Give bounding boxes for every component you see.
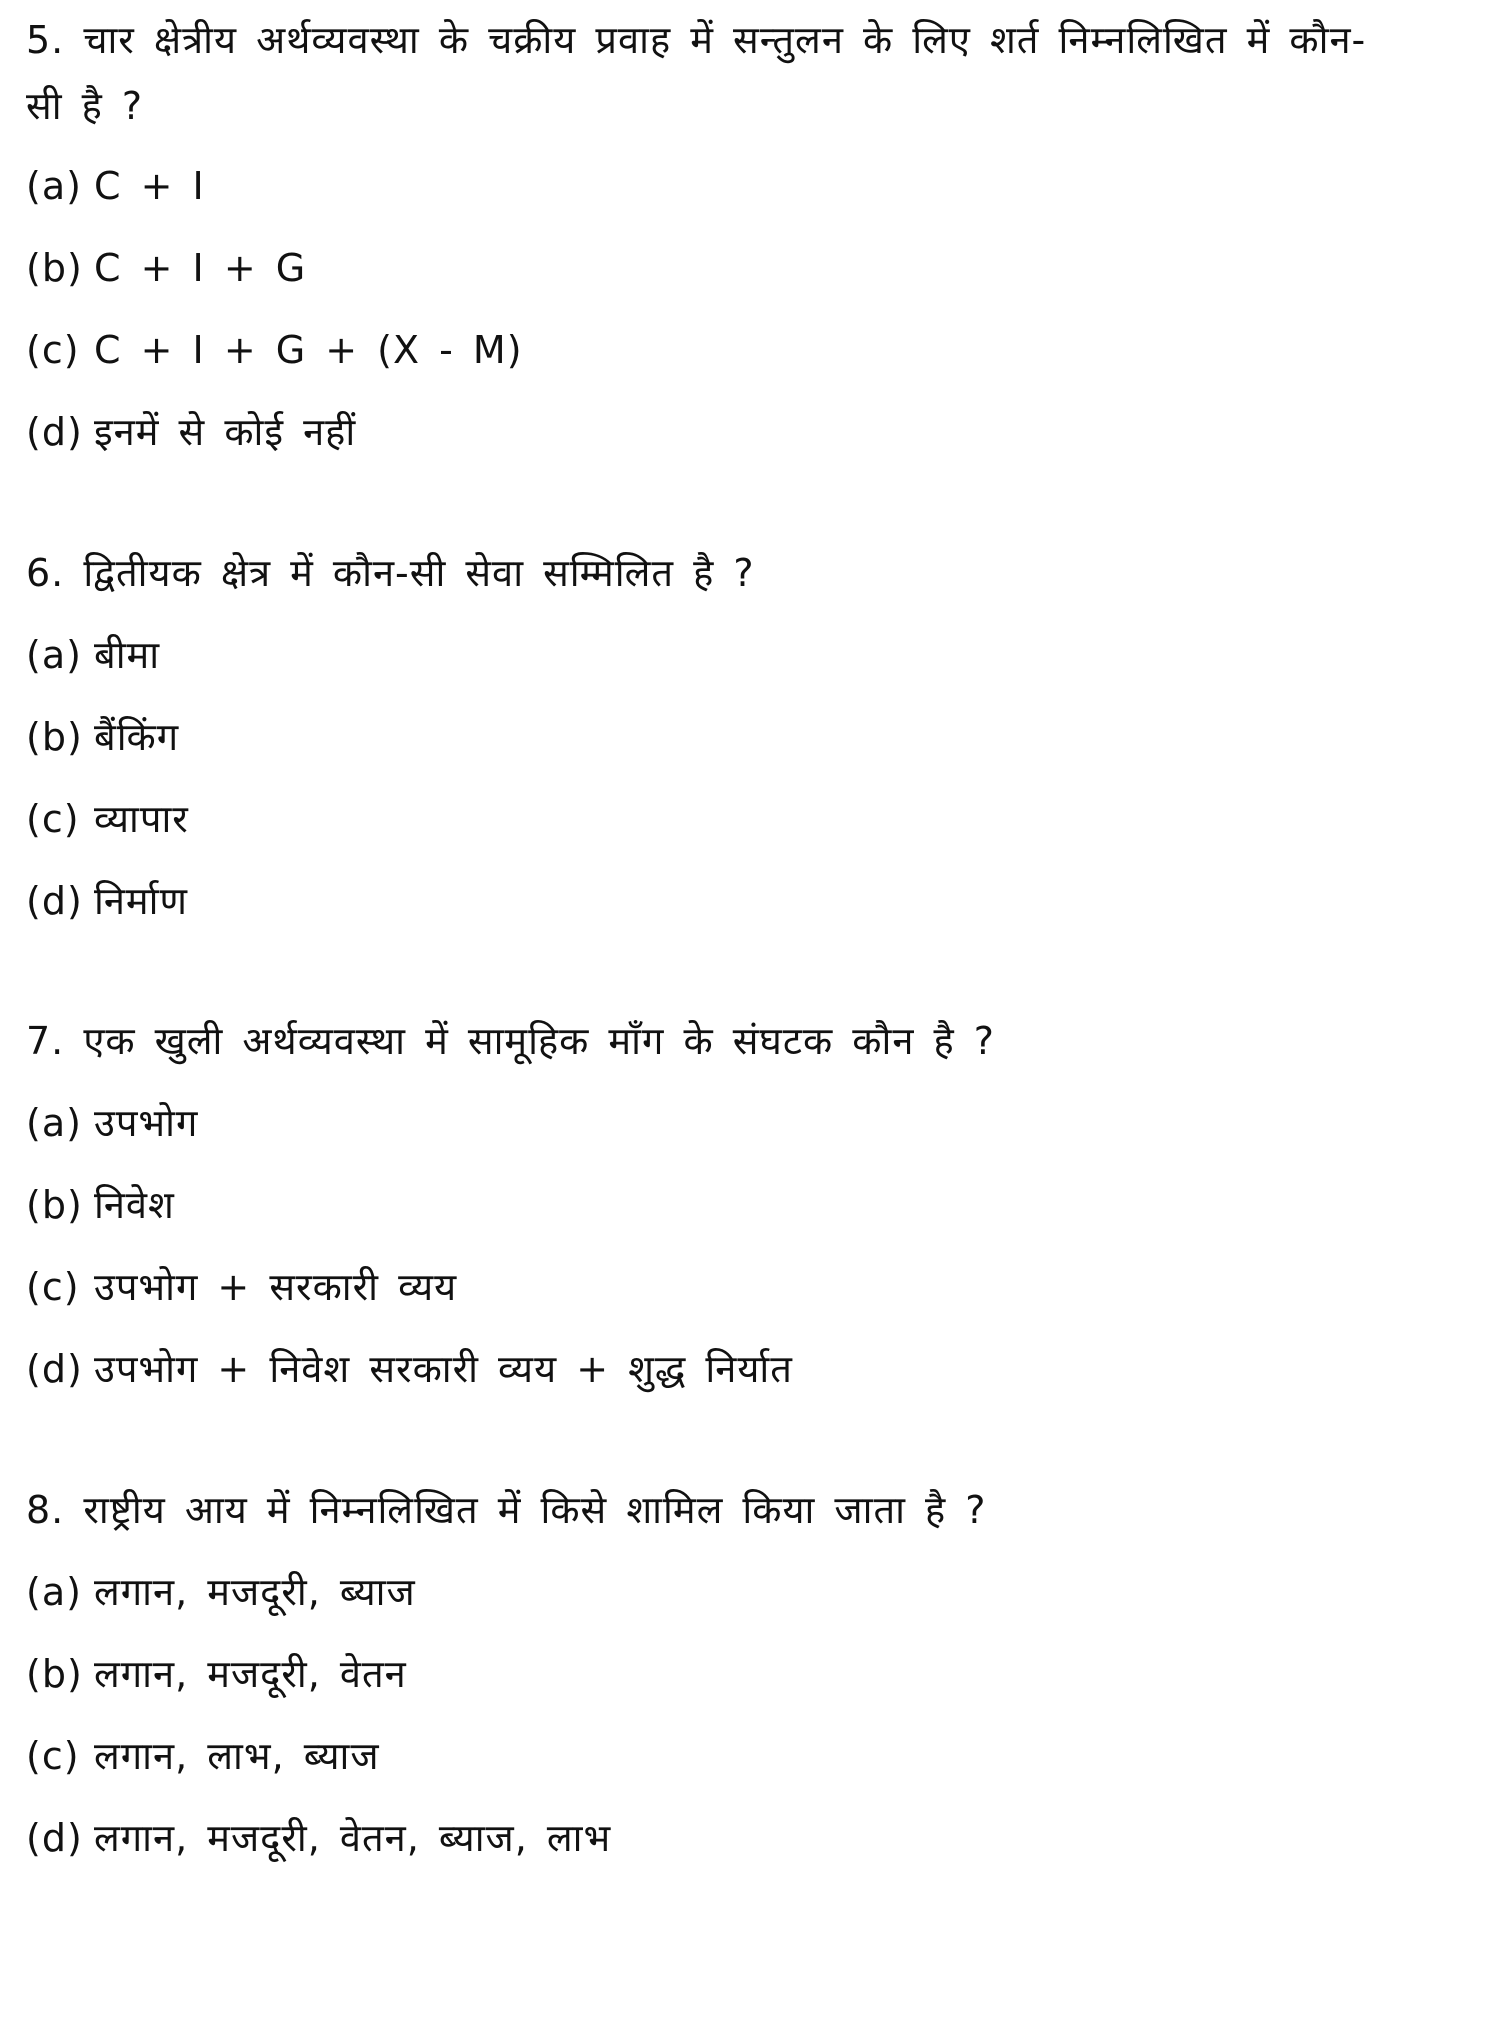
option-a: (a) उपभोग [26, 1101, 199, 1145]
option-c: (c) उपभोग + सरकारी व्यय [26, 1265, 458, 1309]
option-b: (b) C + I + G [26, 246, 307, 290]
option-a: (a) बीमा [26, 633, 161, 677]
option-c: (c) लगान, लाभ, ब्याज [26, 1734, 380, 1778]
option-b: (b) लगान, मजदूरी, वेतन [26, 1652, 407, 1696]
option-d: (d) लगान, मजदूरी, वेतन, ब्याज, लाभ [26, 1816, 612, 1860]
question-text: 8. राष्ट्रीय आय में निम्नलिखित में किसे शामिल किया जाता है ? [26, 1488, 987, 1532]
question-text: 5. चार क्षेत्रीय अर्थव्यवस्था के चक्रीय प्रवाह में सन्तुलन के लिए शर्त निम्नलिखित में कौन- [26, 18, 1367, 62]
option-c: (c) व्यापार [26, 797, 189, 841]
question-text-continued: सी है ? [26, 84, 144, 128]
option-d: (d) निर्माण [26, 879, 188, 923]
option-d: (d) इनमें से कोई नहीं [26, 410, 357, 454]
option-c: (c) C + I + G + (X - M) [26, 328, 523, 372]
question-text: 6. द्वितीयक क्षेत्र में कौन-सी सेवा सम्मिलित है ? [26, 551, 755, 595]
option-a: (a) C + I [26, 164, 205, 208]
question-text: 7. एक खुली अर्थव्यवस्था में सामूहिक माँग के संघटक कौन है ? [26, 1019, 995, 1063]
option-b: (b) बैंकिंग [26, 715, 180, 759]
option-b: (b) निवेश [26, 1183, 175, 1227]
option-d: (d) उपभोग + निवेश सरकारी व्यय + शुद्ध निर्यात [26, 1347, 793, 1391]
option-a: (a) लगान, मजदूरी, ब्याज [26, 1570, 416, 1614]
